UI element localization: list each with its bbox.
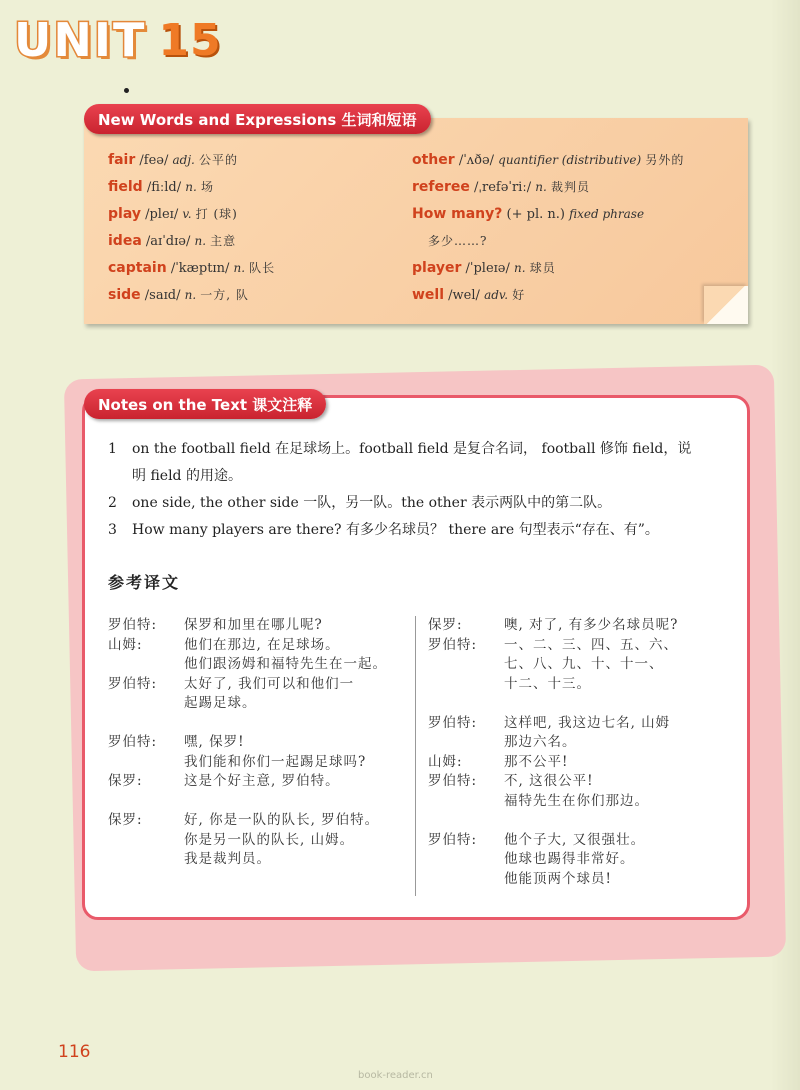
dialogue-line (108, 694, 408, 714)
dialogue-text: 一、二、三、四、五、六、 (504, 636, 678, 653)
dialogue-gap (108, 714, 408, 734)
word-headword: well (412, 287, 445, 303)
dialogue-speaker (428, 870, 504, 890)
word-definition: 公平的 (199, 153, 239, 167)
dialogue-line (108, 811, 408, 831)
word-phonetic: /ˈkæptɪn/ (170, 261, 230, 276)
page-number: 116 (58, 1042, 91, 1062)
dialogue-gap (108, 792, 408, 812)
dialogue-line (428, 675, 738, 695)
dialogue-line (108, 753, 408, 773)
dialogue-speaker: 罗伯特: (428, 636, 478, 653)
word-part-of-speech: fixed phrase (569, 207, 645, 221)
dialogue-speaker: 山姆: (108, 636, 143, 653)
dialogue-text: 十二、十三。 (504, 675, 591, 692)
word-definition: 打 (球) (195, 207, 238, 221)
dialogue-left-column (108, 616, 408, 870)
dialogue-text: 他们跟汤姆和福特先生在一起。 (184, 656, 387, 672)
dialogue-speaker: 罗伯特: (108, 675, 158, 692)
dialogue-line (108, 616, 408, 636)
dialogue-text: 好, 你是一队的队长, 罗伯特。 (184, 812, 380, 828)
dialogue-speaker (428, 792, 504, 812)
word-entry (412, 260, 742, 287)
word-entry (108, 152, 398, 179)
note-item (108, 517, 728, 544)
word-entry (412, 152, 742, 179)
word-definition: 场 (200, 180, 214, 194)
word-definition: 球员 (529, 261, 556, 275)
dialogue-line (108, 831, 408, 851)
dialogue-text: 嘿, 保罗! (184, 734, 245, 750)
word-part-of-speech: n. (185, 180, 197, 194)
word-phonetic: /ˈʌðə/ (458, 153, 495, 168)
dialogue-text: 这样吧, 我这边七名, 山姆 (504, 714, 671, 731)
word-part-of-speech: v. (182, 207, 192, 221)
word-definition: 队长 (249, 261, 276, 275)
dialogue-text: 不, 这很公平! (504, 773, 594, 789)
dialogue-text: 起踢足球。 (184, 695, 257, 711)
dialogue-line (428, 616, 738, 636)
dialogue-gap (428, 694, 738, 714)
dialogue-text: 福特先生在你们那边。 (504, 792, 649, 809)
dialogue-speaker: 罗伯特: (428, 714, 478, 731)
dialogue-speaker (428, 733, 504, 753)
unit-number: 15 (158, 14, 222, 66)
word-entry (108, 260, 398, 287)
dialogue-text: 他能顶两个球员! (504, 870, 612, 887)
word-phonetic: /pleɪ/ (145, 207, 179, 222)
word-part-of-speech: n. (233, 261, 246, 275)
word-headword: play (108, 206, 141, 222)
dialogue-text: 他个子大, 又很强壮。 (504, 831, 646, 848)
dialogue-line (428, 772, 738, 792)
dialogue-line (108, 772, 408, 792)
note-text: on the football field 在足球场上。football field 是复合名词， football 修饰 field，说 (132, 441, 692, 457)
dialogue-speaker (428, 850, 504, 870)
word-headword: player (412, 260, 462, 276)
word-phonetic: /feə/ (139, 153, 169, 168)
bullet-dot (124, 88, 129, 93)
word-definition: 另外的 (645, 153, 685, 167)
note-number: 3 (108, 522, 117, 538)
note-text-continued: 明 field 的用途。 (132, 468, 242, 484)
dialogue-line (428, 870, 738, 890)
dialogue-text: 那边六名。 (504, 734, 577, 750)
word-entry (108, 179, 398, 206)
words-right-column (412, 152, 742, 314)
word-definition: 裁判员 (550, 180, 590, 194)
word-headword: How many? (412, 206, 503, 222)
word-phonetic: /aɪˈdɪə/ (145, 234, 191, 249)
reference-translation-title: 参考译文 (108, 573, 181, 592)
word-entry (412, 233, 742, 260)
dialogue-text: 那不公平! (504, 753, 569, 770)
dialogue-speaker (428, 655, 504, 675)
unit-word: UNIT (14, 13, 147, 67)
word-entry (412, 287, 742, 314)
word-part-of-speech: n. (535, 180, 547, 194)
note-item (108, 490, 728, 517)
dialogue-text: 七、八、九、十、十一、 (504, 656, 664, 672)
word-part-of-speech: n. (194, 234, 207, 248)
word-phonetic: /ˈpleɪə/ (465, 261, 510, 276)
dialogue-speaker: 山姆: (428, 753, 463, 770)
word-headword: referee (412, 179, 470, 195)
dialogue-text: 你是另一队的队长, 山姆。 (184, 831, 355, 848)
dialogue-speaker (428, 675, 504, 695)
word-part-of-speech: adv. (484, 288, 509, 302)
dialogue-speaker: 罗伯特: (428, 773, 478, 789)
word-headword: field (108, 179, 143, 195)
notes-title: Notes on the Text 课文注释 (84, 389, 326, 419)
word-headword: other (412, 152, 455, 168)
word-entry (412, 206, 742, 233)
dialogue-line (428, 714, 738, 734)
word-entry (412, 179, 742, 206)
dialogue-line (108, 850, 408, 870)
dialogue-text: 太好了, 我们可以和他们一 (184, 675, 355, 692)
dialogue-line (428, 655, 738, 675)
word-headword: fair (108, 152, 136, 168)
word-entry (108, 206, 398, 233)
dialogue-speaker: 保罗: (108, 773, 143, 789)
word-definition: 主意 (210, 234, 237, 248)
word-definition: 一方, 队 (200, 288, 249, 302)
note-text: one side, the other side 一队，另一队。the other 表示两队中的第二队。 (132, 495, 612, 511)
dialogue-speaker: 保罗: (108, 812, 143, 828)
dialogue-text: 我是裁判员。 (184, 851, 271, 867)
dialogue-right-column (428, 616, 738, 889)
dialogue-line (428, 831, 738, 851)
word-definition: 好 (512, 288, 526, 302)
word-definition: 多少……? (428, 234, 488, 248)
dialogue-speaker (108, 831, 184, 851)
word-part-of-speech: n. (184, 288, 197, 302)
dialogue-text: 他们在那边, 在足球场。 (184, 636, 340, 653)
word-part-of-speech: n. (514, 261, 526, 275)
unit-header (14, 10, 254, 70)
word-entry (108, 287, 398, 314)
dialogue-speaker (108, 753, 184, 773)
note-number: 2 (108, 495, 117, 511)
column-divider (415, 616, 416, 896)
new-words-title: New Words and Expressions 生词和短语 (84, 104, 431, 134)
word-entry (108, 233, 398, 260)
dialogue-gap (428, 811, 738, 831)
dialogue-line (108, 675, 408, 695)
dialogue-text: 这是个好主意, 罗伯特。 (184, 773, 340, 789)
dialogue-text: 我们能和你们一起踢足球吗? (184, 753, 367, 770)
dialogue-text: 他球也踢得非常好。 (504, 851, 635, 867)
dialogue-line (428, 753, 738, 773)
note-text: How many players are there? 有多少名球员？ there are 句型表示“存在、有”。 (132, 522, 659, 538)
dialogue-line (428, 733, 738, 753)
dialogue-line (428, 636, 738, 656)
word-phonetic: (+ pl. n.) (506, 207, 565, 222)
dialogue-line (108, 655, 408, 675)
word-headword: side (108, 287, 141, 303)
dialogue-speaker (108, 694, 184, 714)
word-phonetic: /wel/ (448, 288, 480, 303)
dialogue-speaker: 罗伯特: (108, 617, 158, 633)
words-left-column (108, 152, 398, 314)
dialogue-speaker: 罗伯特: (428, 831, 478, 848)
watermark: book-reader.cn (358, 1070, 433, 1081)
word-part-of-speech: adj. (172, 153, 195, 167)
word-part-of-speech: quantifier (distributive) (498, 153, 642, 167)
dialogue-text: 噢, 对了, 有多少名球员呢? (504, 617, 679, 633)
dialogue-line (108, 636, 408, 656)
dialogue-speaker (108, 655, 184, 675)
word-phonetic: /saɪd/ (144, 288, 181, 303)
dialogue-text: 保罗和加里在哪儿呢? (184, 617, 323, 633)
dialogue-speaker (108, 850, 184, 870)
word-headword: captain (108, 260, 167, 276)
dialogue-line (428, 850, 738, 870)
word-phonetic: /ˌrefəˈriː/ (474, 180, 532, 195)
dialogue-line (108, 733, 408, 753)
note-number: 1 (108, 441, 117, 457)
dialogue-line (428, 792, 738, 812)
word-headword: idea (108, 233, 142, 249)
dialogue-speaker: 保罗: (428, 617, 463, 633)
word-phonetic: /fiːld/ (146, 180, 182, 195)
note-item (108, 436, 728, 490)
dialogue-speaker: 罗伯特: (108, 734, 158, 750)
